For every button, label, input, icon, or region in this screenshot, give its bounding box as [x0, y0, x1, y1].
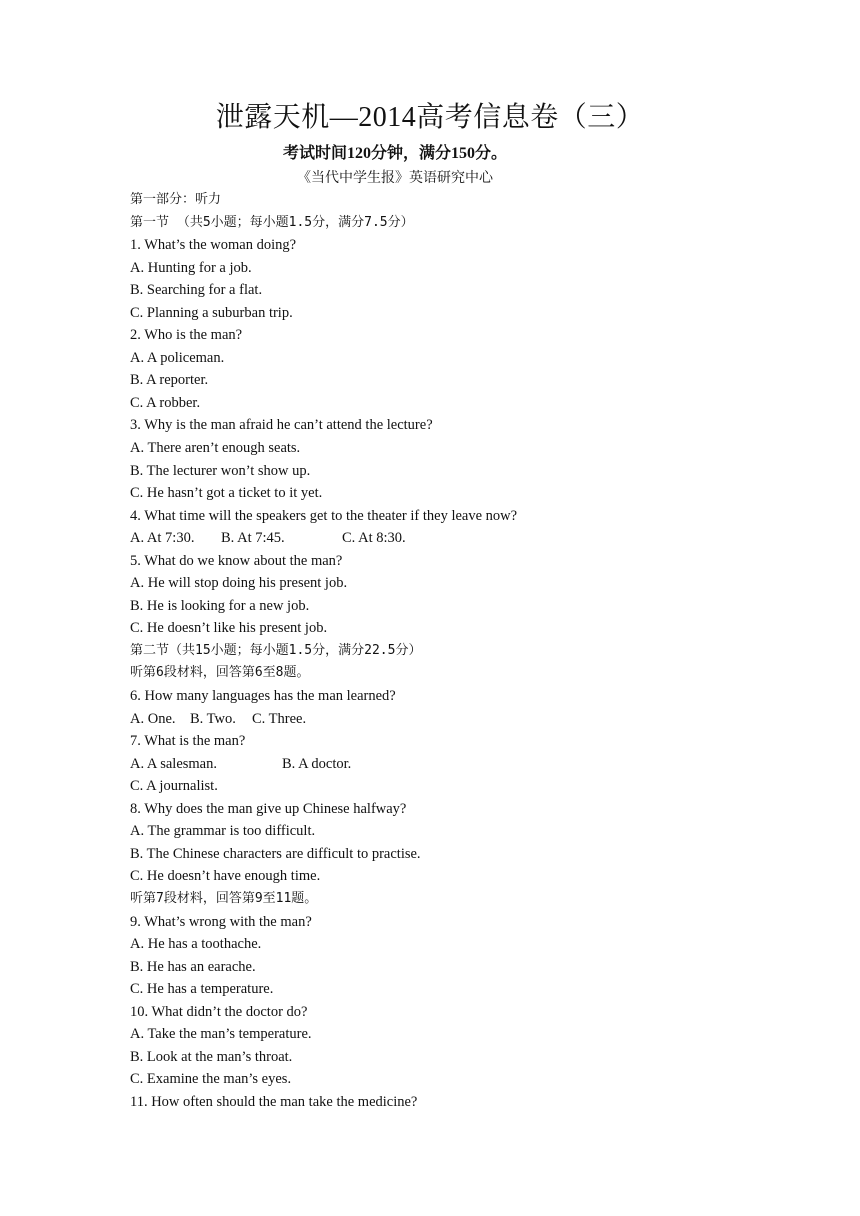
- option-line: A. He will stop doing his present job.: [130, 575, 348, 592]
- question-6: 6. How many languages has the man learned?: [130, 688, 396, 705]
- section-subheading: 第一节 （共5小题；每小题1.5分，满分7.5分）: [130, 214, 414, 230]
- option-line: C. A robber.: [130, 394, 201, 411]
- question-7: 7. What is the man?: [130, 733, 246, 750]
- question-10: 10. What didn’t the doctor do?: [130, 1003, 308, 1020]
- option-line: C. Examine the man’s eyes.: [130, 1071, 292, 1088]
- option-line: A. Hunting for a job.: [130, 259, 252, 276]
- question-11: 11. How often should the man take the medicine?: [130, 1093, 418, 1110]
- section-heading: 第一部分：听力: [130, 192, 222, 207]
- passage-instruction: 听第6段材料，回答第6至8题。: [130, 665, 310, 681]
- question-1: 1. What’s the woman doing?: [130, 237, 297, 254]
- option-row: [130, 527, 770, 550]
- option-row: [130, 753, 770, 776]
- option-b: B. Two.: [190, 710, 236, 727]
- option-line: B. The Chinese characters are difficult to practise.: [130, 845, 421, 862]
- question-5: 5. What do we know about the man?: [130, 552, 343, 569]
- option-c: C. At 8:30.: [342, 530, 406, 547]
- option-line: A. The grammar is too difficult.: [130, 823, 316, 840]
- option-a: A. A salesman.: [130, 755, 217, 772]
- option-line: C. He hasn’t got a ticket to it yet.: [130, 485, 323, 502]
- option-line: B. He is looking for a new job.: [130, 597, 310, 614]
- exam-content: [130, 189, 770, 1113]
- option-line: B. Searching for a flat.: [130, 282, 263, 299]
- question-2: 2. Who is the man?: [130, 327, 243, 344]
- section-subheading: 第二节（共15小题；每小题1.5分，满分22.5分）: [130, 642, 422, 658]
- exam-duration-note: 考试时间120分钟，满分150分。: [282, 145, 507, 162]
- question-9: 9. What’s wrong with the man?: [130, 913, 312, 930]
- option-line: A. There aren’t enough seats.: [130, 440, 301, 457]
- question-3: 3. Why is the man afraid he can’t attend the lecture?: [130, 417, 433, 434]
- option-row: [130, 708, 770, 731]
- option-line: C. He doesn’t have enough time.: [130, 868, 321, 885]
- question-4: 4. What time will the speakers get to the theater if they leave now?: [130, 507, 518, 524]
- option-line: C. He doesn’t like his present job.: [130, 620, 328, 637]
- source-line: 《当代中学生报》英语研究中心: [297, 171, 493, 186]
- option-line: C. A journalist.: [130, 778, 218, 795]
- option-line: A. He has a toothache.: [130, 936, 262, 953]
- option-line: B. A reporter.: [130, 372, 209, 389]
- passage-instruction: 听第7段材料，回答第9至11题。: [130, 890, 318, 906]
- option-line: B. He has an earache.: [130, 958, 256, 975]
- option-a: A. One.: [130, 710, 176, 727]
- question-8: 8. Why does the man give up Chinese halfway?: [130, 800, 407, 817]
- option-a: A. At 7:30.: [130, 530, 195, 547]
- option-line: A. Take the man’s temperature.: [130, 1026, 312, 1043]
- option-line: C. Planning a suburban trip.: [130, 304, 293, 321]
- option-line: B. The lecturer won’t show up.: [130, 462, 311, 479]
- option-b: B. At 7:45.: [221, 530, 285, 547]
- option-b: B. A doctor.: [282, 755, 352, 772]
- option-c: C. Three.: [252, 710, 307, 727]
- page-title: 泄露天机—2014高考信息卷（三）: [215, 102, 645, 133]
- option-line: A. A policeman.: [130, 349, 225, 366]
- option-line: C. He has a temperature.: [130, 981, 274, 998]
- option-line: B. Look at the man’s throat.: [130, 1048, 293, 1065]
